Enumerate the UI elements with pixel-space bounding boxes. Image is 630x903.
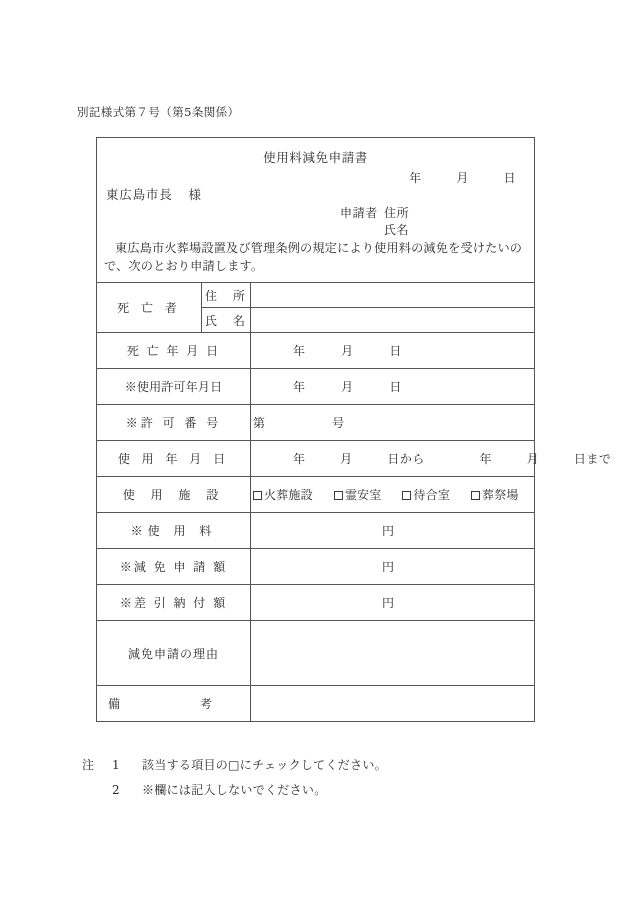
facility-label-funeral-hall: 葬祭場 <box>482 488 519 502</box>
use-from-year: 年 <box>293 452 306 466</box>
table-row-remarks <box>97 686 534 722</box>
checkbox-icon[interactable] <box>253 491 262 500</box>
table-row-date-of-death <box>97 333 534 369</box>
use-date-range-label: 使 用 年 月 日 <box>97 441 251 477</box>
usage-fee-value[interactable] <box>251 513 535 549</box>
use-date-range-value[interactable] <box>251 441 612 477</box>
usage-fee-unit: 円 <box>382 524 395 538</box>
use-from-day: 日から <box>387 452 425 466</box>
balance-payable-unit: 円 <box>382 596 395 610</box>
note-text-1: 該当する項目の□にチェックしてください。 <box>142 758 387 772</box>
date-of-death-month: 月 <box>341 344 354 358</box>
submission-date-line <box>409 169 516 186</box>
deceased-name-label: 氏 名 <box>202 308 251 333</box>
form-header-block <box>97 138 534 282</box>
permit-number-value[interactable] <box>251 405 535 441</box>
date-of-death-label: 死 亡 年 月 日 <box>97 333 251 369</box>
application-form-box <box>96 137 612 722</box>
submission-year-label: 年 <box>409 171 422 185</box>
deceased-address-label: 住 所 <box>202 283 251 308</box>
applicant-name-row <box>340 221 409 238</box>
remarks-value[interactable] <box>251 686 535 722</box>
permit-date-day: 日 <box>389 380 402 394</box>
facility-label-waiting-room: 待合室 <box>413 488 451 502</box>
table-row-deceased-address <box>97 283 534 308</box>
addressee-honorific: 様 <box>188 187 202 202</box>
intro-paragraph: 東広島市火葬場設置及び管理条例の規定により使用料の減免を受けたいので、次のとおり申請します。 <box>104 241 523 273</box>
date-of-death-day: 日 <box>389 344 402 358</box>
notes-tag: 注 <box>82 758 95 772</box>
applicant-label: 申請者 <box>340 206 378 220</box>
use-to-year: 年 <box>479 452 493 466</box>
facility-label-cremation: 火葬施設 <box>264 488 313 502</box>
permit-number-prefix: 第 <box>253 416 266 430</box>
submission-month-label: 月 <box>456 171 469 185</box>
reason-label: 減免申請の理由 <box>97 621 251 686</box>
facility-checkbox-group <box>251 486 534 503</box>
application-table <box>97 282 612 721</box>
use-from-month: 月 <box>340 452 353 466</box>
remarks-label: 備 考 <box>97 686 251 722</box>
applicant-name-label: 氏名 <box>384 223 410 237</box>
table-row-facility <box>97 477 534 513</box>
checkbox-icon[interactable] <box>402 491 411 500</box>
form-number: 別記様式第７号（第5条関係） <box>77 105 240 119</box>
reduction-amount-label: ※減 免 申 請 額 <box>97 549 251 585</box>
applicant-address-label: 住所 <box>384 206 410 220</box>
addressee-name: 東広島市長 <box>106 187 173 202</box>
note-number-1: 1 <box>112 758 120 772</box>
balance-payable-label: ※差 引 納 付 額 <box>97 585 251 621</box>
permit-date-value[interactable] <box>251 369 535 405</box>
table-row-permit-number <box>97 405 534 441</box>
facility-label-mortuary: 霊安室 <box>344 488 382 502</box>
permit-number-label: ※許 可 番 号 <box>97 405 251 441</box>
facility-label: 使 用 施 設 <box>97 477 251 513</box>
checkbox-icon[interactable] <box>471 491 480 500</box>
table-row-permit-date <box>97 369 534 405</box>
use-to-day: 日まで <box>573 452 612 466</box>
usage-fee-label: ※使 用 料 <box>97 513 251 549</box>
footer-notes <box>82 753 387 803</box>
table-row-usage-fee <box>97 513 534 549</box>
deceased-address-value[interactable] <box>251 283 535 308</box>
permit-date-month: 月 <box>341 380 354 394</box>
facility-checkbox-mortuary[interactable] <box>334 486 382 503</box>
reduction-amount-unit: 円 <box>382 560 395 574</box>
table-row-reduction-amount <box>97 549 534 585</box>
permit-date-year: 年 <box>293 380 306 394</box>
facility-checkbox-cremation[interactable] <box>253 486 313 503</box>
facility-value <box>251 477 535 513</box>
reduction-amount-value[interactable] <box>251 549 535 585</box>
facility-checkbox-waiting-room[interactable] <box>402 486 450 503</box>
checkbox-icon[interactable] <box>334 491 343 500</box>
permit-date-label: ※使用許可年月日 <box>97 369 251 405</box>
facility-checkbox-funeral-hall[interactable] <box>471 486 519 503</box>
deceased-label: 死 亡 者 <box>97 283 202 333</box>
date-of-death-value[interactable] <box>251 333 535 369</box>
applicant-address-row <box>340 204 409 221</box>
submission-day-label: 日 <box>503 171 516 185</box>
addressee <box>106 185 202 203</box>
document-title: 使用料減免申請書 <box>263 150 368 165</box>
note-item-1 <box>82 753 387 778</box>
applicant-block <box>340 204 409 238</box>
note-number-2: 2 <box>112 783 120 797</box>
deceased-name-value[interactable] <box>251 308 535 333</box>
table-row-use-date-range <box>97 441 534 477</box>
table-row-reason <box>97 621 534 686</box>
permit-number-suffix: 号 <box>332 416 345 430</box>
table-row-balance-payable <box>97 585 534 621</box>
note-item-2 <box>82 778 387 803</box>
reason-value[interactable] <box>251 621 535 686</box>
date-of-death-year: 年 <box>293 344 306 358</box>
balance-payable-value[interactable] <box>251 585 535 621</box>
use-to-month: 月 <box>526 452 540 466</box>
note-text-2: ※欄には記入しないでください。 <box>142 783 327 797</box>
